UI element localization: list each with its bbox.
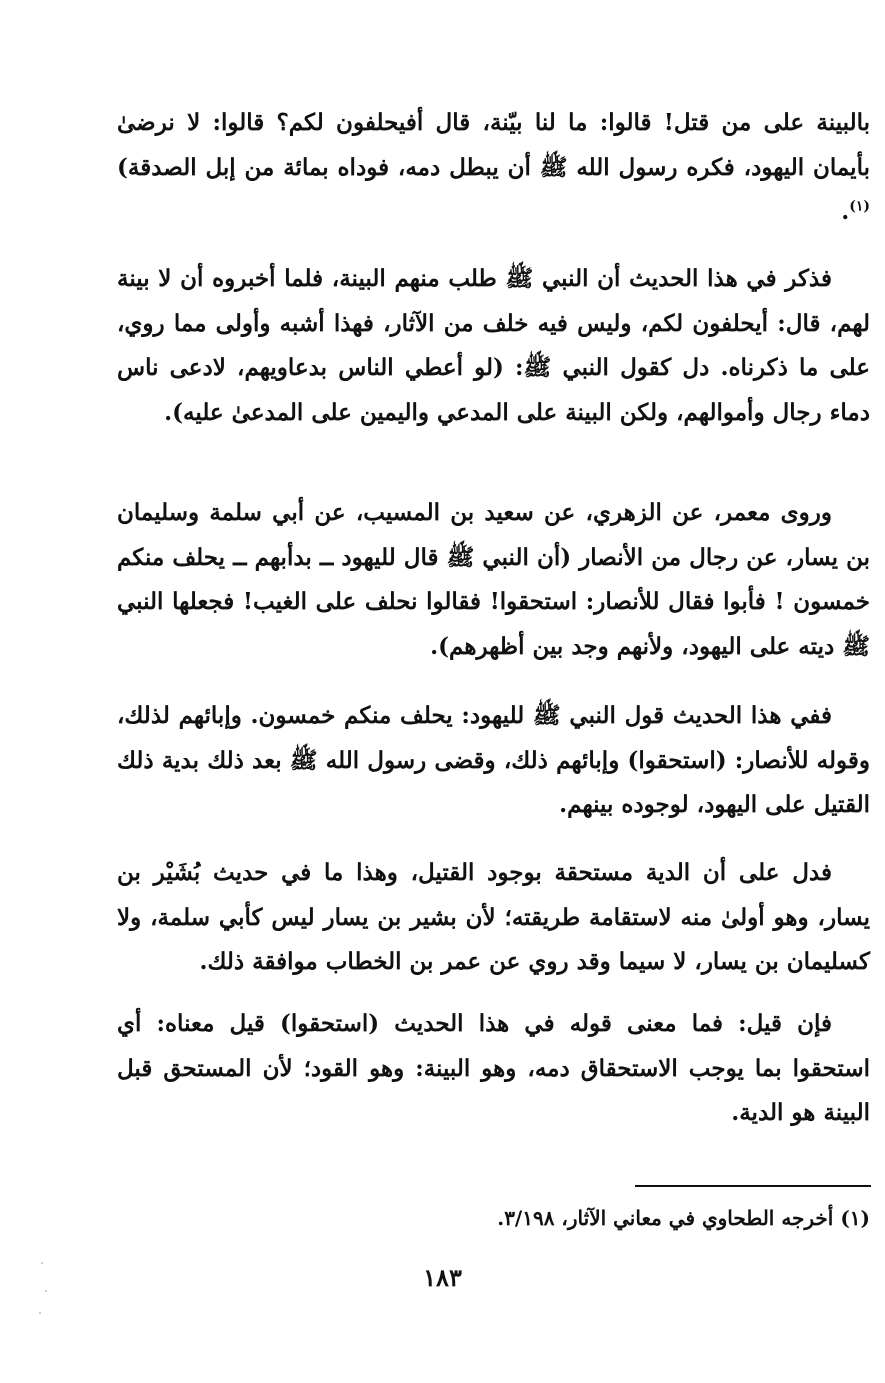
paragraph-4-text: ففي هذا الحديث قول النبي ﷺ لليهود: يحلف منكم خمسون. وإبائهم لذلك، وقوله للأنصار: (استحقوا) وإبائهم ذلك، وقضى رسول الله ﷺ بعد ذلك بدية ذلك القتيل على اليهود، لوجوده بينهم. — [117, 702, 870, 818]
paragraph-2-text: فذكر في هذا الحديث أن النبي ﷺ طلب منهم البينة، فلما أخبروه أن لا بينة لهم، قال: أيحلفون لكم، وليس فيه خلف من الآثار، فهذا أشبه وأولى مما روي، على ما ذكرناه. دل كقول النبي ﷺ: (لو أعطي الناس بدعاويهم، لادعى ناس دماء رجال وأموالهم، ولكن البينة على المدعي واليمين على المدعىٰ عليه). — [117, 265, 870, 426]
paragraph-4 — [117, 694, 870, 828]
scan-speck — [45, 1290, 47, 1292]
paragraph-3 — [117, 491, 870, 669]
paragraph-6 — [117, 1002, 870, 1136]
paragraph-5-text: فدل على أن الدية مستحقة بوجود القتيل، وهذا ما في حديث بُشَيْر بن يسار، وهو أولىٰ منه لاستقامة طريقته؛ لأن بشير بن يسار ليس كأبي سلمة، ولا كسليمان بن يسار، لا سيما وقد روي عن عمر بن الخطاب موافقة ذلك. — [117, 859, 870, 975]
scan-speck — [41, 1262, 43, 1264]
footnote-marker: (١) — [849, 198, 870, 215]
paragraph-1 — [117, 101, 870, 235]
paragraph-6-text: فإن قيل: فما معنى قوله في هذا الحديث (استحقوا) قيل معناه: أي استحقوا بما يوجب الاستحقاق دمه، وهو البينة: وهو القود؛ لأن المستحق قبل البينة هو الدية. — [117, 1010, 870, 1126]
footnote: (١) أخرجه الطحاوي في معاني الآثار، ٣/١٩٨. — [497, 1206, 870, 1230]
scan-speck — [39, 1312, 41, 1314]
paragraph-1-text: بالبينة على من قتل! قالوا: ما لنا بيّنة، قال أفيحلفون لكم؟ قالوا: لا نرضىٰ بأيمان اليهود، فكره رسول الله ﷺ أن يبطل دمه، فوداه بمائة من إبل الصدقة) — [117, 109, 870, 181]
page-number: ١٨٣ — [423, 1263, 462, 1292]
paragraph-2 — [117, 257, 870, 435]
paragraph-5 — [117, 851, 870, 985]
paragraph-3-text: وروى معمر، عن الزهري، عن سعيد بن المسيب، عن أبي سلمة وسليمان بن يسار، عن رجال من الأنصار (أن النبي ﷺ قال لليهود ــ بدأبهم ــ يحلف منكم خمسون ! فأبوا فقال للأنصار: استحقوا! فقالوا نحلف على الغيب! فجعلها النبي ﷺ ديته على اليهود، ولأنهم وجد بين أظهرهم). — [117, 499, 870, 660]
footnote-divider — [635, 1185, 871, 1187]
paragraph-1-end: . — [841, 198, 850, 225]
